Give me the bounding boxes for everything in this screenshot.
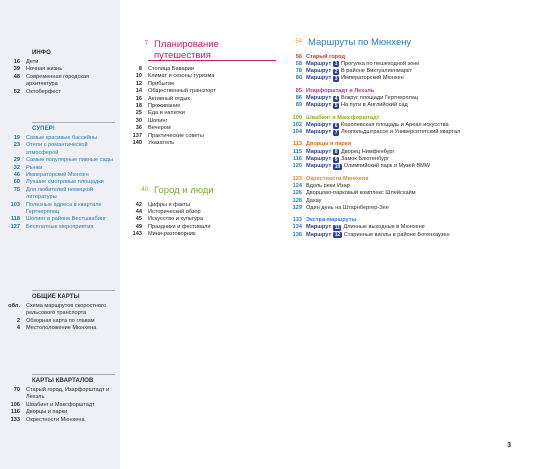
entry-page-number: 30 xyxy=(135,117,142,124)
entry-label: Замок Блютенбург xyxy=(340,156,390,163)
route-section-heading xyxy=(282,141,517,148)
route-entry xyxy=(282,129,517,136)
toc-entry xyxy=(0,325,115,332)
entry-label: Активный отдых xyxy=(148,95,191,102)
toc-entry xyxy=(0,142,115,157)
route-section-heading xyxy=(282,176,517,183)
entry-label: Окрестности Мюнхена xyxy=(26,416,85,423)
route-word: Маршрут xyxy=(306,163,332,170)
entry-page-number: 60 xyxy=(13,179,20,186)
route-number-badge: 9 xyxy=(334,156,338,163)
entry-page-number: 115 xyxy=(292,148,302,155)
entry-page-number: 58 xyxy=(295,60,302,67)
entry-label: Схема маршрутов скоростного рельсового транспорта xyxy=(26,303,107,317)
route-entry xyxy=(282,163,517,170)
routes-title: Маршруты по Мюнхену xyxy=(308,37,412,48)
entry-label: Вокруг площади Гертнерплац xyxy=(340,94,419,101)
routes-section xyxy=(282,38,517,239)
entry-page-number: 29 xyxy=(13,157,20,164)
entry-label: Один день на Штарнбергер-Зее xyxy=(306,204,389,211)
entry-label: Дворцы и парки xyxy=(26,409,68,416)
divider xyxy=(32,122,115,123)
entry-label: Проживание xyxy=(148,103,181,110)
route-word: Маршрут xyxy=(306,231,332,238)
divider xyxy=(32,290,115,291)
entry-page-number: 12 xyxy=(135,80,142,87)
entry-label: Самые красивые бассейны xyxy=(26,135,98,141)
route-entry xyxy=(282,190,517,197)
entry-label: Бесплатные мероприятия xyxy=(26,223,94,230)
entry-label: Дворцово-парковый комплекс Шлейсхайм xyxy=(306,190,416,197)
toc-entry xyxy=(118,202,278,209)
toc-entry xyxy=(118,231,278,238)
entry-page-number: 52 xyxy=(13,88,20,95)
planning-section xyxy=(118,40,278,147)
entry-page-number: 78 xyxy=(295,68,302,75)
info-heading: ИНФО xyxy=(32,50,51,56)
entry-label: Октоберфест xyxy=(26,88,61,95)
route-word: Маршрут xyxy=(306,68,332,75)
entry-label: Рынки xyxy=(26,164,43,171)
section-title: Окрестности Мюнхена xyxy=(306,175,369,182)
toc-entry xyxy=(0,89,115,96)
entry-page-number: 4 xyxy=(16,325,20,332)
city-title: Город и люди xyxy=(154,185,214,196)
route-word: Маршрут xyxy=(306,148,332,155)
toc-entry xyxy=(0,187,115,202)
toc-entry xyxy=(118,125,278,132)
entry-page-number: 39 xyxy=(13,66,20,73)
route-number-badge: 7 xyxy=(334,129,338,136)
entry-page-number: 89 xyxy=(295,102,302,109)
planning-rule xyxy=(148,60,276,61)
toc-entry xyxy=(118,110,278,117)
route-section-heading xyxy=(282,88,517,95)
entry-page-number: 127 xyxy=(10,223,20,230)
entry-label: Практические советы xyxy=(148,132,204,139)
city-page-number: 40 xyxy=(141,187,148,193)
toc-entry xyxy=(0,402,115,409)
entry-label: Указатель xyxy=(148,140,175,147)
entry-page-number: 80 xyxy=(295,75,302,82)
route-number-badge: 2 xyxy=(334,68,338,75)
entry-page-number: 8 xyxy=(138,66,142,72)
route-number-badge: 3 xyxy=(334,76,338,83)
entry-page-number: 16 xyxy=(135,95,142,102)
entry-label: Праздники и фестивали xyxy=(148,223,211,230)
toc-entry xyxy=(118,88,278,95)
entry-page-number: 128 xyxy=(292,197,302,204)
sidebar-district-maps xyxy=(0,378,115,424)
sidebar-super xyxy=(0,126,115,231)
entry-label: Обзорная карта по главам xyxy=(26,317,95,324)
section-page-number: 100 xyxy=(292,114,302,121)
toc-entry xyxy=(0,224,115,231)
entry-page-number: 14 xyxy=(135,88,142,95)
entry-label: Столица Баварии xyxy=(148,66,194,72)
route-word: Маршрут xyxy=(306,94,332,101)
route-entry xyxy=(282,75,517,82)
planning-page-number: 7 xyxy=(144,41,148,47)
entry-page-number: 45 xyxy=(135,216,142,223)
section-page-number: 113 xyxy=(292,141,302,148)
entry-page-number: 129 xyxy=(292,204,302,211)
entry-label: Швабинг и Максфорштадт xyxy=(26,401,95,408)
entry-label: Современная городская архитектура xyxy=(26,73,90,88)
route-word: Маршрут xyxy=(306,102,332,109)
super-heading: СУПЕР! xyxy=(32,126,55,132)
route-word: Маршрут xyxy=(306,121,332,128)
route-section-heading xyxy=(282,54,517,61)
toc-entry xyxy=(118,73,278,80)
toc-entry xyxy=(0,172,115,179)
entry-page-number: 116 xyxy=(10,409,20,416)
toc-entry xyxy=(118,140,278,147)
entry-label: Длинные выходные в Мюнхене xyxy=(343,224,425,231)
entry-page-number: 86 xyxy=(295,94,302,101)
entry-page-number: 124 xyxy=(292,182,302,189)
toc-entry xyxy=(0,303,115,318)
route-entry xyxy=(282,224,517,231)
entry-page-number: 75 xyxy=(13,186,20,193)
entry-page-number: 48 xyxy=(13,73,20,80)
entry-label: Исторический обзор xyxy=(148,208,201,215)
toc-entry xyxy=(0,202,115,217)
entry-label: Старинные виллы в районе Богенхаузен xyxy=(343,231,450,238)
toc-entry xyxy=(0,318,115,325)
entry-label: Ночная жизнь xyxy=(26,66,63,73)
route-word: Маршрут xyxy=(306,60,332,67)
entry-label: Шопинг xyxy=(148,117,168,124)
toc-entry xyxy=(0,66,115,73)
entry-label: Лучшие смотровые площадки xyxy=(26,179,104,186)
entry-page-number: 104 xyxy=(292,129,302,136)
entry-page-number: 10 xyxy=(135,73,142,80)
entry-label: Местоположение Мюнхена xyxy=(26,325,97,332)
entry-label: Королевская площадь и Ареал искусства xyxy=(340,121,449,128)
entry-page-number: 19 xyxy=(13,135,20,141)
entry-page-number: 18 xyxy=(135,103,142,110)
route-entry xyxy=(282,205,517,212)
route-word: Маршрут xyxy=(306,224,332,231)
entry-label: Дахау xyxy=(306,197,322,204)
toc-entry xyxy=(118,209,278,216)
entry-page-number: 16 xyxy=(13,59,20,65)
toc-entry xyxy=(0,157,115,164)
entry-label: Мини-разговорник xyxy=(148,231,196,238)
toc-entry xyxy=(0,179,115,186)
section-title: Старый город xyxy=(306,53,346,60)
entry-page-number: 118 xyxy=(10,216,20,223)
entry-label: В районе Виктуалиенмаркт xyxy=(340,68,413,75)
route-number-badge: 11 xyxy=(334,225,340,232)
route-number-badge: 10 xyxy=(334,164,341,170)
toc-entry xyxy=(0,409,115,416)
entry-label: Еда и напитки xyxy=(148,110,185,117)
section-title: Изарфорштадт и Лехэль xyxy=(306,87,375,94)
toc-entry xyxy=(0,74,115,89)
entry-label: Самые популярные пивные сады xyxy=(26,157,113,164)
entry-label: Вечером xyxy=(148,125,171,132)
entry-page-number: 106 xyxy=(10,401,20,408)
toc-entry xyxy=(0,417,115,424)
page-number: 3 xyxy=(507,442,511,449)
route-number-badge: 1 xyxy=(334,61,338,68)
sidebar-info xyxy=(0,50,115,96)
entry-page-number: 70 xyxy=(13,387,20,393)
entry-label: Дети xyxy=(26,59,39,65)
section-title: Экстра-маршруты xyxy=(306,217,357,224)
entry-page-number: 137 xyxy=(132,132,142,139)
route-entry xyxy=(282,61,517,68)
entry-page-number: обл. xyxy=(8,303,20,309)
entry-page-number: 44 xyxy=(135,208,142,215)
entry-page-number: 102 xyxy=(292,121,302,128)
entry-page-number: 32 xyxy=(13,164,20,171)
entry-label: На пути в Английский сад xyxy=(340,102,408,109)
entry-label: Искусство и культура xyxy=(148,216,203,223)
routes-page-number: 54 xyxy=(295,39,302,45)
section-page-number: 56 xyxy=(295,53,302,60)
toc-entry xyxy=(118,216,278,223)
route-word: Маршрут xyxy=(306,129,332,136)
planning-title-line1: Планирование xyxy=(154,39,219,50)
entry-label: Старый город, Изарфорштадт и Лехэль xyxy=(26,387,110,401)
entry-page-number: 36 xyxy=(135,125,142,132)
entry-label: Вдоль реки Изар xyxy=(306,182,350,189)
route-number-badge: 4 xyxy=(334,95,338,102)
toc-entry xyxy=(118,118,278,125)
entry-label: Прогулка по пешеходной зоне xyxy=(340,60,420,67)
toc-entry xyxy=(118,66,278,73)
entry-label: Императорский Мюнхен xyxy=(340,75,404,82)
entry-page-number: 25 xyxy=(135,110,142,117)
general-maps-heading: ОБЩИЕ КАРТЫ xyxy=(32,294,80,300)
toc-entry xyxy=(0,216,115,223)
entry-label: Императорский Мюнхен xyxy=(26,172,89,179)
section-page-number: 133 xyxy=(292,217,302,224)
section-page-number: 85 xyxy=(295,87,302,94)
entry-page-number: 126 xyxy=(292,190,302,197)
entry-label: Цифры и факты xyxy=(148,201,191,208)
entry-page-number: 42 xyxy=(135,201,142,208)
toc-entry xyxy=(0,387,115,402)
entry-page-number: 143 xyxy=(132,231,142,238)
entry-page-number: 140 xyxy=(132,140,142,147)
toc-entry xyxy=(0,165,115,172)
divider xyxy=(32,374,115,375)
entry-label: Климат и сезоны туризма xyxy=(148,73,215,80)
route-number-badge: 6 xyxy=(334,122,338,129)
section-title: Дворцы и парки xyxy=(306,141,352,148)
entry-page-number: 46 xyxy=(13,172,20,179)
route-number-badge: 8 xyxy=(334,149,338,156)
entry-label: Общественный транспорт xyxy=(148,88,216,95)
entry-page-number: 23 xyxy=(13,142,20,149)
entry-page-number: 120 xyxy=(292,163,302,170)
route-entry xyxy=(282,232,517,239)
entry-label: Леопольдштрассе и Университетский квартал xyxy=(340,129,461,136)
city-section xyxy=(118,186,278,239)
entry-label: Шопинг в районе Вестшвабинг xyxy=(26,216,106,223)
entry-page-number: 136 xyxy=(292,231,302,238)
entry-page-number: 49 xyxy=(135,223,142,230)
toc-entry xyxy=(118,103,278,110)
route-entry xyxy=(282,102,517,109)
entry-label: Полезные адреса в квартале Гертнерплац xyxy=(26,201,102,216)
entry-page-number: 134 xyxy=(292,224,302,231)
route-section-heading xyxy=(282,115,517,122)
route-entry xyxy=(282,198,517,205)
route-number-badge: 5 xyxy=(334,102,338,109)
toc-entry xyxy=(0,59,115,66)
district-maps-heading: КАРТЫ КВАРТАЛОВ xyxy=(32,378,94,384)
entry-page-number: 2 xyxy=(16,317,20,324)
sidebar-general-maps xyxy=(0,294,115,333)
entry-page-number: 133 xyxy=(10,416,20,423)
route-word: Маршрут xyxy=(306,75,332,82)
entry-label: Отели с романтической атмосферой xyxy=(26,142,88,156)
planning-title-line2: путешествия xyxy=(154,49,211,61)
entry-label: Олимпийский парк и Музей BMW xyxy=(343,163,431,170)
route-number-badge: 12 xyxy=(334,232,341,239)
entry-label: Прибытие xyxy=(148,80,175,87)
section-title: Швабинг и Максфорштадт xyxy=(306,114,380,121)
route-entry xyxy=(282,149,517,156)
entry-page-number: 116 xyxy=(292,156,302,163)
toc-entry xyxy=(118,133,278,140)
entry-label: Для любителей немецкой литературы xyxy=(26,186,94,201)
section-page-number: 123 xyxy=(292,175,302,182)
route-word: Маршрут xyxy=(306,156,332,163)
entry-page-number: 103 xyxy=(10,201,20,208)
entry-label: Дворец Нимфенбург xyxy=(340,148,395,155)
toc-entry xyxy=(118,96,278,103)
route-section-heading xyxy=(282,217,517,224)
toc-entry xyxy=(118,224,278,231)
